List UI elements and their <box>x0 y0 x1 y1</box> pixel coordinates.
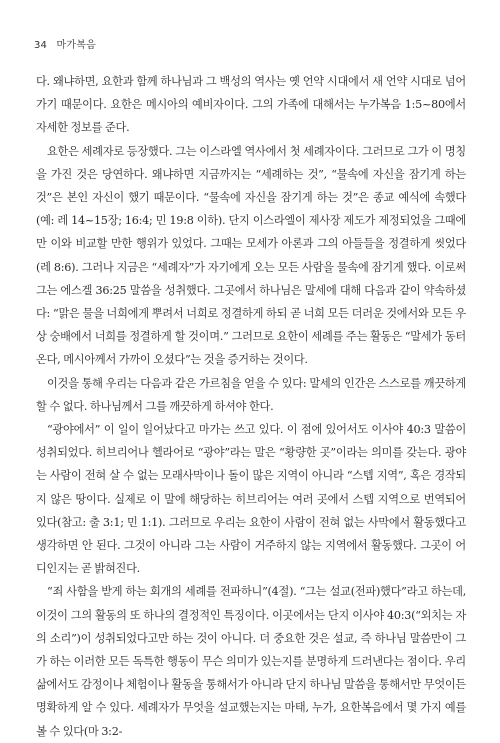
paragraph-preaching: “죄 사함을 받게 하는 회개의 세례를 전파하니”(4절). “그는 설교(전파)했다”라고 하는데, 이것이 그의 활동의 또 하나의 결정적인 특징이다. 이곳에서는 단지 이사야 40:3(“외치는 자의 소리”)이 성취되었다고만 하는 것이 아니다. 더 중요한 것은 설교, 즉 하나님 말씀만이 그가 하는 이러한 모든 독특한 행동이 무슨 의미가 있는지를 분명하게 드러낸다는 점이다. 우리 삶에서도 감정이나 체험이나 활동을 통해서가 아니라 단지 하나님 말씀을 통해서만 무엇이든 명확하게 알 수 있다. 세례자가 무엇을 설교했는지는 마태, 누가, 요한복음에서 몇 가지 예를 볼 수 있다(마 3:2- <box>36 585 466 738</box>
body-text <box>36 70 466 743</box>
page-number: 34 <box>34 40 48 51</box>
paragraph-lesson: 이것을 통해 우리는 다음과 같은 가르침을 얻을 수 있다: 말세의 인간은 스스로를 깨끗하게 할 수 없다. 하나님께서 그를 깨끗하게 하셔야 한다. <box>36 376 466 413</box>
book-title: 마가복음 <box>56 40 96 51</box>
paragraph-wilderness: “광야에서” 이 일이 일어났다고 마가는 쓰고 있다. 이 점에 있어서도 이사야 40:3 말씀이 성취되었다. 히브리어나 헬라어로 “광야”라는 말은 “황량한 곳”이라는 의미를 갖는다. 광야는 사람이 전혀 살 수 없는 모래사막이나 돌이 많은 지역이 아니라 “스텝 지역”, 혹은 경작되지 않은 땅이다. 실제로 이 말에 해당하는 히브리어는 여러 곳에서 스텝 지역으로 번역되어 있다(참고: 출 3:1; 민 1:1). 그러므로 우리는 요한이 사람이 전혀 없는 사막에서 활동했다고 생각하면 안 된다. 그것이 아니라 그는 사람이 거주하지 않는 지역에서 활동했다. 그곳이 어디인지는 곧 밝혀진다. <box>36 423 466 576</box>
running-header <box>34 36 96 51</box>
paragraph-continuation: 다. 왜냐하면, 요한과 함께 하나님과 그 백성의 역사는 옛 언약 시대에서 새 언약 시대로 넘어가기 때문이다. 요한은 메시아의 예비자이다. 그의 가족에 대해서는 누가복음 1:5~80에서 자세한 정보를 준다. <box>36 75 466 135</box>
paragraph-baptist-role: 요한은 세례자로 등장했다. 그는 이스라엘 역사에서 첫 세례자이다. 그러므로 그가 이 명칭을 가진 것은 당연하다. 왜냐하면 지금까지는 “세례하는 것”, “물속에 자신을 잠기게 하는 것”은 본인 자신이 했기 때문이다. “물속에 자신을 잠기게 하는 것”은 종교 예식에 속했다(예: 레 14~15장; 16:4; 민 19:8 이하). 단지 이스라엘이 제사장 제도가 제정되었을 그때에만 이와 비교할 만한 행위가 있었다. 그때는 모세가 아론과 그의 아들들을 정결하게 씻었다(레 8:6). 그러나 지금은 “세례자”가 자기에게 오는 모든 사람을 물속에 잠기게 했다. 이로써 그는 에스겔 36:25 말씀을 성취했다. 그곳에서 하나님은 말세에 대해 다음과 같이 약속하셨다: “맑은 물을 너희에게 뿌려서 너희로 정결하게 하되 곧 너희 모든 더러운 것에서와 모든 우상 숭배에서 너희를 정결하게 할 것이며.” 그러므로 요한이 세례를 주는 활동은 “말세가 동터온다, 메시아께서 가까이 오셨다”는 것을 증거하는 것이다. <box>36 144 466 367</box>
